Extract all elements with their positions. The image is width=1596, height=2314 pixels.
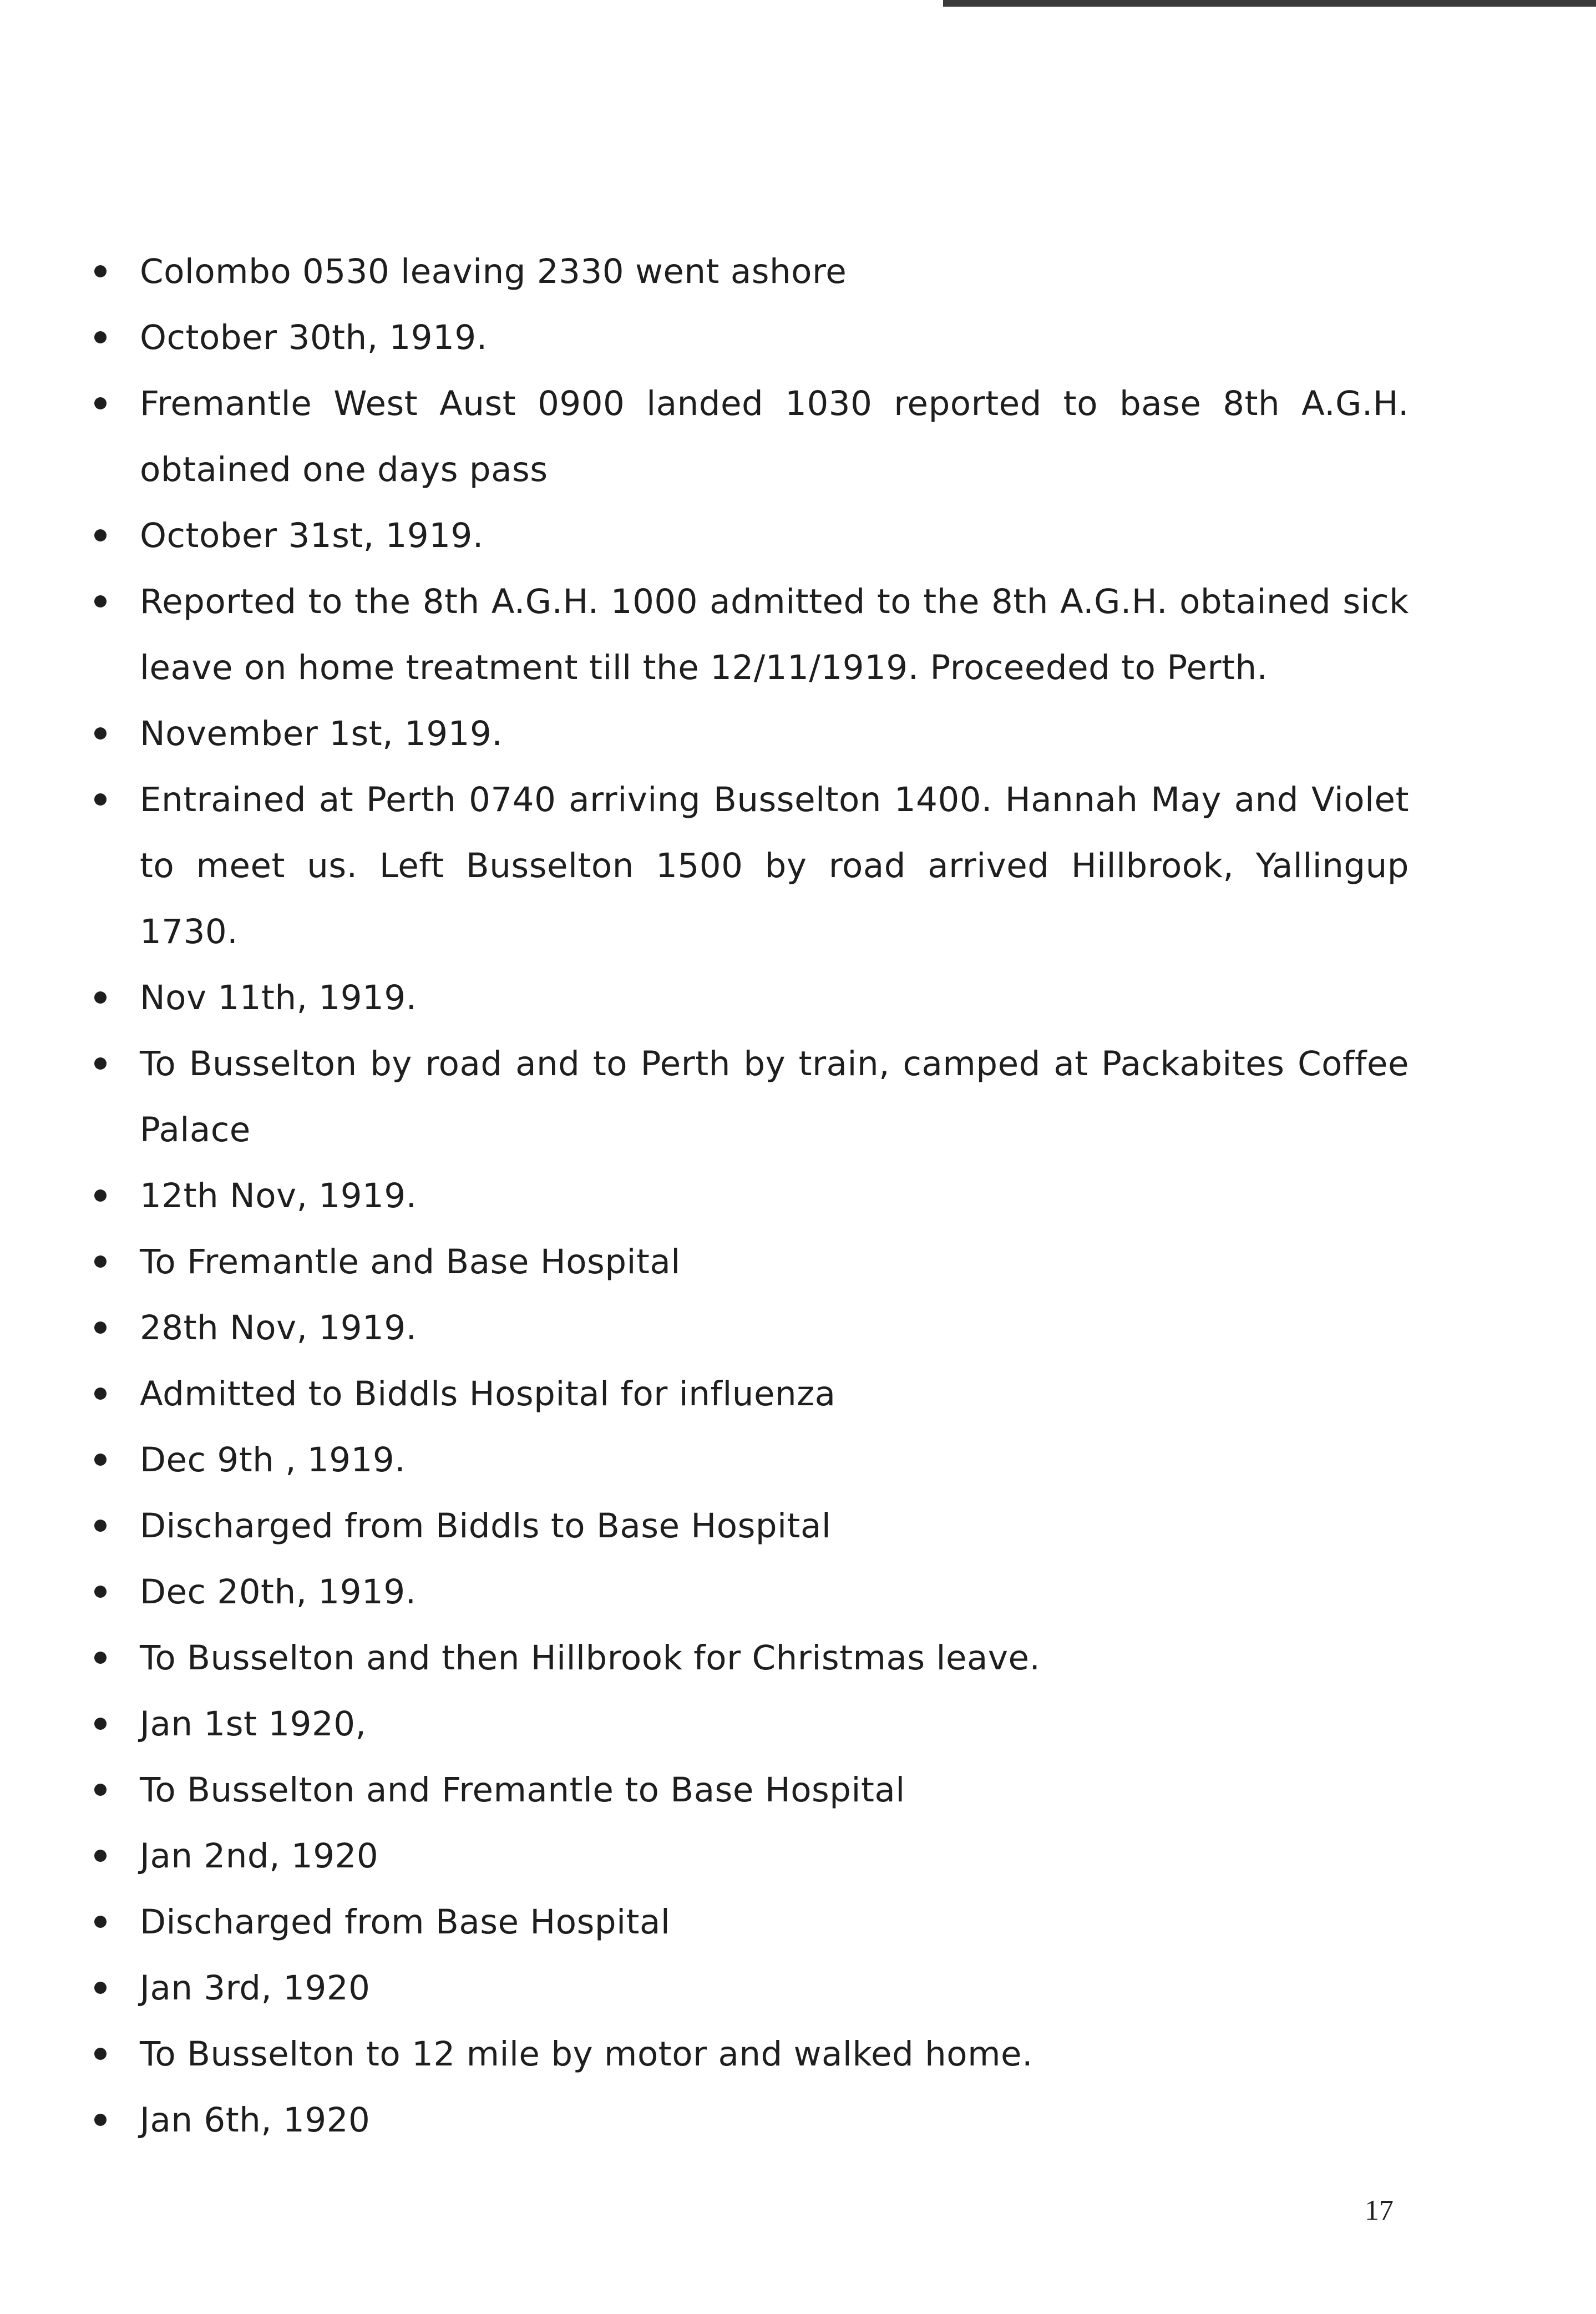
top-edge-rule xyxy=(943,0,1596,7)
bullet-icon xyxy=(94,331,107,343)
entry-date: Nov 11th, 1919. xyxy=(140,978,417,1017)
bullet-icon xyxy=(94,1916,107,1928)
bullet-icon xyxy=(94,265,107,277)
list-item xyxy=(89,1031,1409,1163)
entry-date: October 30th, 1919. xyxy=(140,318,488,357)
bullet-icon xyxy=(94,1388,107,1400)
bullet-icon xyxy=(94,397,107,409)
page-number: 17 xyxy=(1365,2195,1394,2226)
entry-date: November 1st, 1919. xyxy=(140,714,503,753)
bullet-icon xyxy=(94,1718,107,1730)
list-item xyxy=(89,1493,1409,1559)
list-item xyxy=(89,1757,1409,1823)
list-item xyxy=(89,305,1409,371)
bullet-icon xyxy=(94,1520,107,1532)
entry-date: Dec 9th , 1919. xyxy=(140,1440,406,1480)
list-item xyxy=(89,2087,1409,2153)
list-item xyxy=(89,1295,1409,1361)
entry-text: Entrained at Perth 0740 arriving Busselton 1400. Hannah May and Violet to meet us. Left Busselton 1500 by road arrived Hillbrook, Yallingup 1730. xyxy=(140,780,1409,951)
entry-date: 28th Nov, 1919. xyxy=(140,1308,417,1348)
list-item xyxy=(89,1823,1409,1889)
entry-text: To Busselton and then Hillbrook for Christmas leave. xyxy=(140,1638,1041,1678)
bullet-icon xyxy=(94,1982,107,1994)
list-item xyxy=(89,701,1409,767)
bullet-icon xyxy=(94,1850,107,1862)
bullet-icon xyxy=(94,1454,107,1466)
entry-text: Colombo 0530 leaving 2330 went ashore xyxy=(140,252,847,291)
list-item xyxy=(89,569,1409,701)
entry-text: To Busselton by road and to Perth by train, camped at Packabites Coffee Palace xyxy=(140,1044,1409,1150)
entry-text: Admitted to Biddls Hospital for influenza xyxy=(140,1374,836,1414)
entry-text: Reported to the 8th A.G.H. 1000 admitted to the 8th A.G.H. obtained sick leave on home treatment till the 12/11/1919. Proceeded to Perth. xyxy=(140,582,1409,687)
entry-text: Discharged from Biddls to Base Hospital xyxy=(140,1506,832,1546)
entry-date: Dec 20th, 1919. xyxy=(140,1572,417,1612)
list-item xyxy=(89,1361,1409,1427)
list-item xyxy=(89,965,1409,1031)
bullet-icon xyxy=(94,1321,107,1334)
entry-text: To Busselton to 12 mile by motor and walked home. xyxy=(140,2034,1033,2074)
bullet-icon xyxy=(94,529,107,541)
diary-entry-list xyxy=(89,239,1409,2153)
bullet-icon xyxy=(94,1189,107,1202)
entry-date: Jan 2nd, 1920 xyxy=(140,1836,379,1876)
entry-date: 12th Nov, 1919. xyxy=(140,1176,417,1216)
list-item xyxy=(89,371,1409,503)
list-item xyxy=(89,1427,1409,1493)
entry-text: To Fremantle and Base Hospital xyxy=(140,1242,681,1282)
entry-date: October 31st, 1919. xyxy=(140,516,484,555)
entry-text: Discharged from Base Hospital xyxy=(140,1902,671,1942)
entry-date: Jan 6th, 1920 xyxy=(140,2100,371,2140)
bullet-icon xyxy=(94,991,107,1004)
list-item xyxy=(89,1691,1409,1757)
bullet-icon xyxy=(94,1057,107,1070)
bullet-icon xyxy=(94,595,107,607)
list-item xyxy=(89,1163,1409,1229)
bullet-icon xyxy=(94,1255,107,1268)
list-item xyxy=(89,1889,1409,1955)
bullet-icon xyxy=(94,2114,107,2126)
list-item xyxy=(89,1955,1409,2021)
bullet-icon xyxy=(94,1586,107,1598)
list-item xyxy=(89,1559,1409,1625)
bullet-icon xyxy=(94,727,107,740)
bullet-icon xyxy=(94,2048,107,2060)
entry-text: To Busselton and Fremantle to Base Hospital xyxy=(140,1770,905,1810)
bullet-icon xyxy=(94,1784,107,1796)
list-item xyxy=(89,239,1409,305)
list-item xyxy=(89,767,1409,965)
entry-text: Fremantle West Aust 0900 landed 1030 reported to base 8th A.G.H. obtained one days pass xyxy=(140,384,1409,489)
list-item xyxy=(89,503,1409,569)
bullet-icon xyxy=(94,1652,107,1664)
entry-date: Jan 1st 1920, xyxy=(140,1704,367,1744)
list-item xyxy=(89,1229,1409,1295)
list-item xyxy=(89,1625,1409,1691)
entry-date: Jan 3rd, 1920 xyxy=(140,1968,371,2008)
list-item xyxy=(89,2021,1409,2087)
bullet-icon xyxy=(94,793,107,806)
